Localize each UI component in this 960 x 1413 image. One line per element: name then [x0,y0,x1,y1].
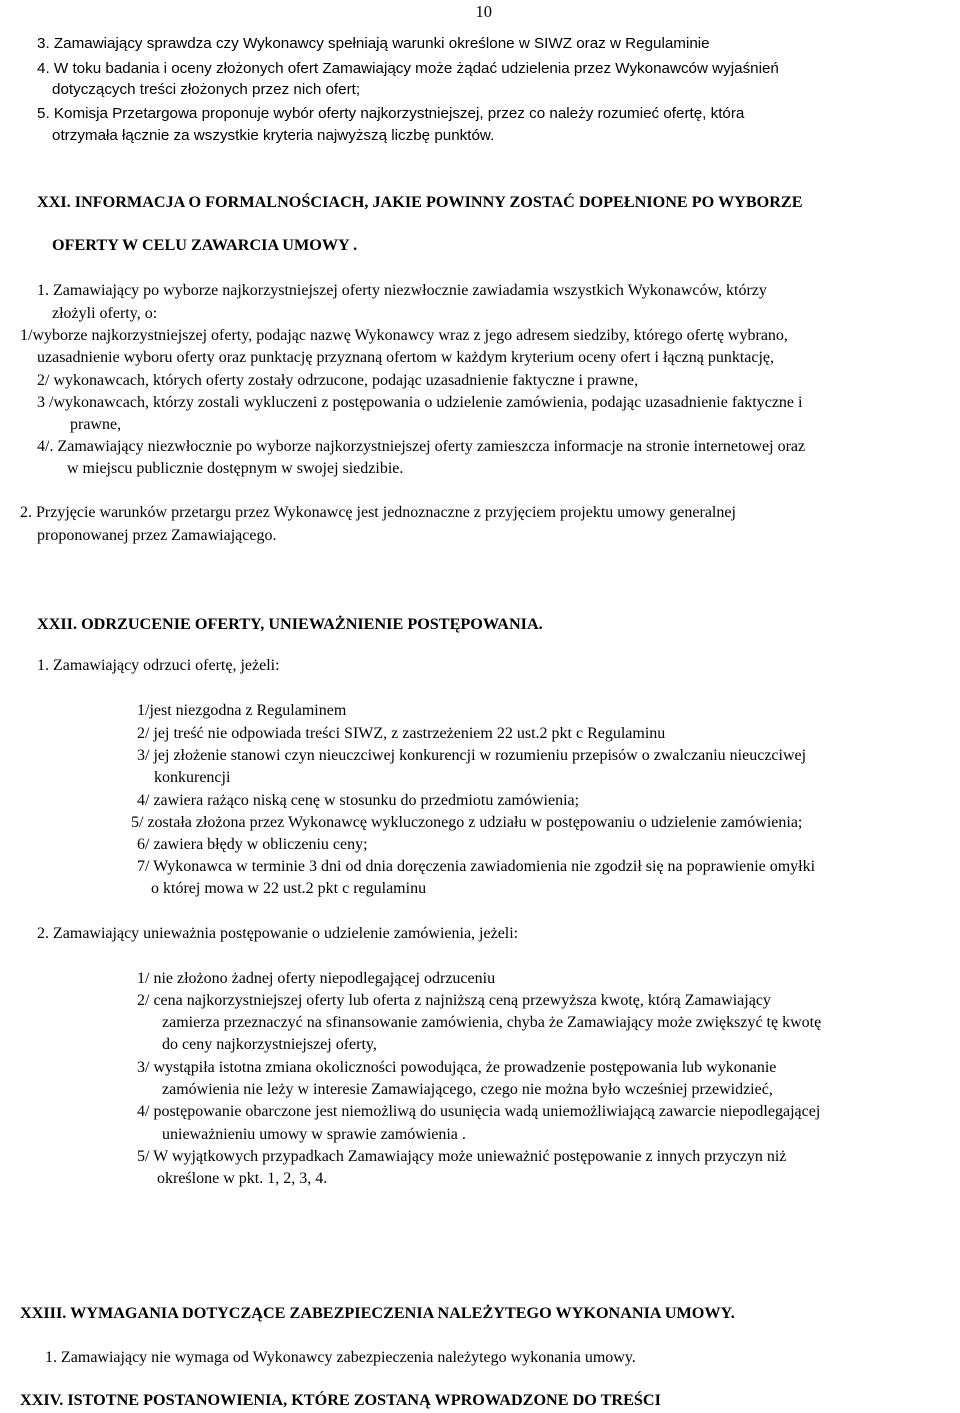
list-item: 7/ Wykonawca w terminie 3 dni od dnia doręczenia zawiadomienia nie zgodził się na poprawienie omyłki [137,858,816,875]
list-item: 6/ zawiera błędy w obliczeniu ceny; [137,836,368,853]
list-item: zamówienia nie leży w interesie Zamawiającego, czego nie można było wcześniej przewidzieć, [162,1081,773,1098]
list-item: dotyczących treści złożonych przez nich ofert; [52,81,361,98]
list-item: otrzymała łącznie za wszystkie kryteria najwyższą liczbę punktów. [52,127,495,144]
section-heading: XXIV. ISTOTNE POSTANOWIENIA, KTÓRE ZOSTANĄ WPROWADZONE DO TREŚCI [20,1391,661,1409]
paragraph-line: 1. Zamawiający po wyborze najkorzystniejszej oferty niezwłocznie zawiadamia wszystkich Wykonawców, którzy [37,282,767,299]
page-number: 10 [475,2,492,21]
list-item: 4. W toku badania i oceny złożonych ofert Zamawiający może żądać udzielenia przez Wykonawców wyjaśnień [37,60,779,77]
list-item: 3. Zamawiający sprawdza czy Wykonawcy spełniają warunki określone w SIWZ oraz w Regulaminie [37,35,710,52]
paragraph-line: złożyli oferty, o: [52,305,158,322]
paragraph-line: 1/wyborze najkorzystniejszej oferty, podając nazwę Wykonawcy wraz z jego adresem siedziby, którego ofertę wybrano, [20,327,788,344]
list-item: 2. Zamawiający unieważnia postępowanie o udzielenie zamówienia, jeżeli: [37,925,519,942]
list-item: 3/ wystąpiła istotna zmiana okoliczności powodująca, że prowadzenie postępowania lub wykonanie [137,1059,777,1076]
list-item: 2/ cena najkorzystniejszej oferty lub oferta z najniższą ceną przewyższa kwotę, którą Zamawiający [137,992,771,1009]
list-item: 1. Zamawiający nie wymaga od Wykonawcy zabezpieczenia należytego wykonania umowy. [45,1349,636,1366]
list-item: 4/ zawiera rażąco niską cenę w stosunku do przedmiotu zamówienia; [137,792,580,809]
paragraph-line: 2. Przyjęcie warunków przetargu przez Wykonawcę jest jednoznaczne z przyjęciem projektu umowy generalnej [20,504,736,521]
list-item: określone w pkt. 1, 2, 3, 4. [157,1170,328,1187]
paragraph-line: proponowanej przez Zamawiającego. [37,527,277,544]
list-item: 5/ została złożona przez Wykonawcę wykluczonego z udziału w postępowaniu o udzielenie zamówienia; [131,814,803,831]
list-item: 1/ nie złożono żadnej oferty niepodlegającej odrzuceniu [137,970,496,987]
list-item: zamierza przeznaczyć na sfinansowanie zamówienia, chyba że Zamawiający może zwiększyć tę kwotę [162,1014,822,1031]
list-item: 2/ jej treść nie odpowiada treści SIWZ, z zastrzeżeniem 22 ust.2 pkt c Regulaminu [137,725,666,742]
section-heading: OFERTY W CELU ZAWARCIA UMOWY . [52,236,358,254]
list-item: o której mowa w 22 ust.2 pkt c regulaminu [151,880,427,897]
section-heading: XXI. INFORMACJA O FORMALNOŚCIACH, JAKIE POWINNY ZOSTAĆ DOPEŁNIONE PO WYBORZE [37,193,803,211]
list-item: 1. Zamawiający odrzuci ofertę, jeżeli: [37,657,280,674]
section-heading: XXII. ODRZUCENIE OFERTY, UNIEWAŻNIENIE POSTĘPOWANIA. [37,615,543,633]
paragraph-line: 4/. Zamawiający niezwłocznie po wyborze najkorzystniejszej oferty zamieszcza informacje na stronie internetowej oraz [37,438,806,455]
list-item: konkurencji [154,769,231,786]
paragraph-line: w miejscu publicznie dostępnym w swojej siedzibie. [67,460,404,477]
list-item: 5. Komisja Przetargowa proponuje wybór oferty najkorzystniejszej, przez co należy rozumieć ofertę, która [37,105,745,122]
list-item: 1/jest niezgodna z Regulaminem [137,702,347,719]
section-heading: XXIII. WYMAGANIA DOTYCZĄCE ZABEZPIECZENIA NALEŻYTEGO WYKONANIA UMOWY. [20,1304,735,1322]
list-item: 5/ W wyjątkowych przypadkach Zamawiający może unieważnić postępowanie z innych przyczyn niż [137,1148,787,1165]
list-item: 4/ postępowanie obarczone jest niemożliwą do usunięcia wadą uniemożliwiającą zawarcie niepodlegającej [137,1103,821,1120]
list-item: do ceny najkorzystniejszej oferty, [162,1036,377,1053]
paragraph-line: 3 /wykonawcach, którzy zostali wykluczeni z postępowania o udzielenie zamówienia, podając uzasadnienie faktyczne i [37,394,803,411]
paragraph-line: prawne, [70,416,122,433]
list-item: 3/ jej złożenie stanowi czyn nieuczciwej konkurencji w rozumieniu przepisów o zwalczaniu nieuczciwej [137,747,807,764]
list-item: unieważnieniu umowy w sprawie zamówienia . [162,1126,466,1143]
paragraph-line: uzasadnienie wyboru oferty oraz punktację przyznaną ofertom w każdym kryterium oceny ofert i łączną punktację, [37,349,775,366]
paragraph-line: 2/ wykonawcach, których oferty zostały odrzucone, podając uzasadnienie faktyczne i prawne, [37,372,639,389]
